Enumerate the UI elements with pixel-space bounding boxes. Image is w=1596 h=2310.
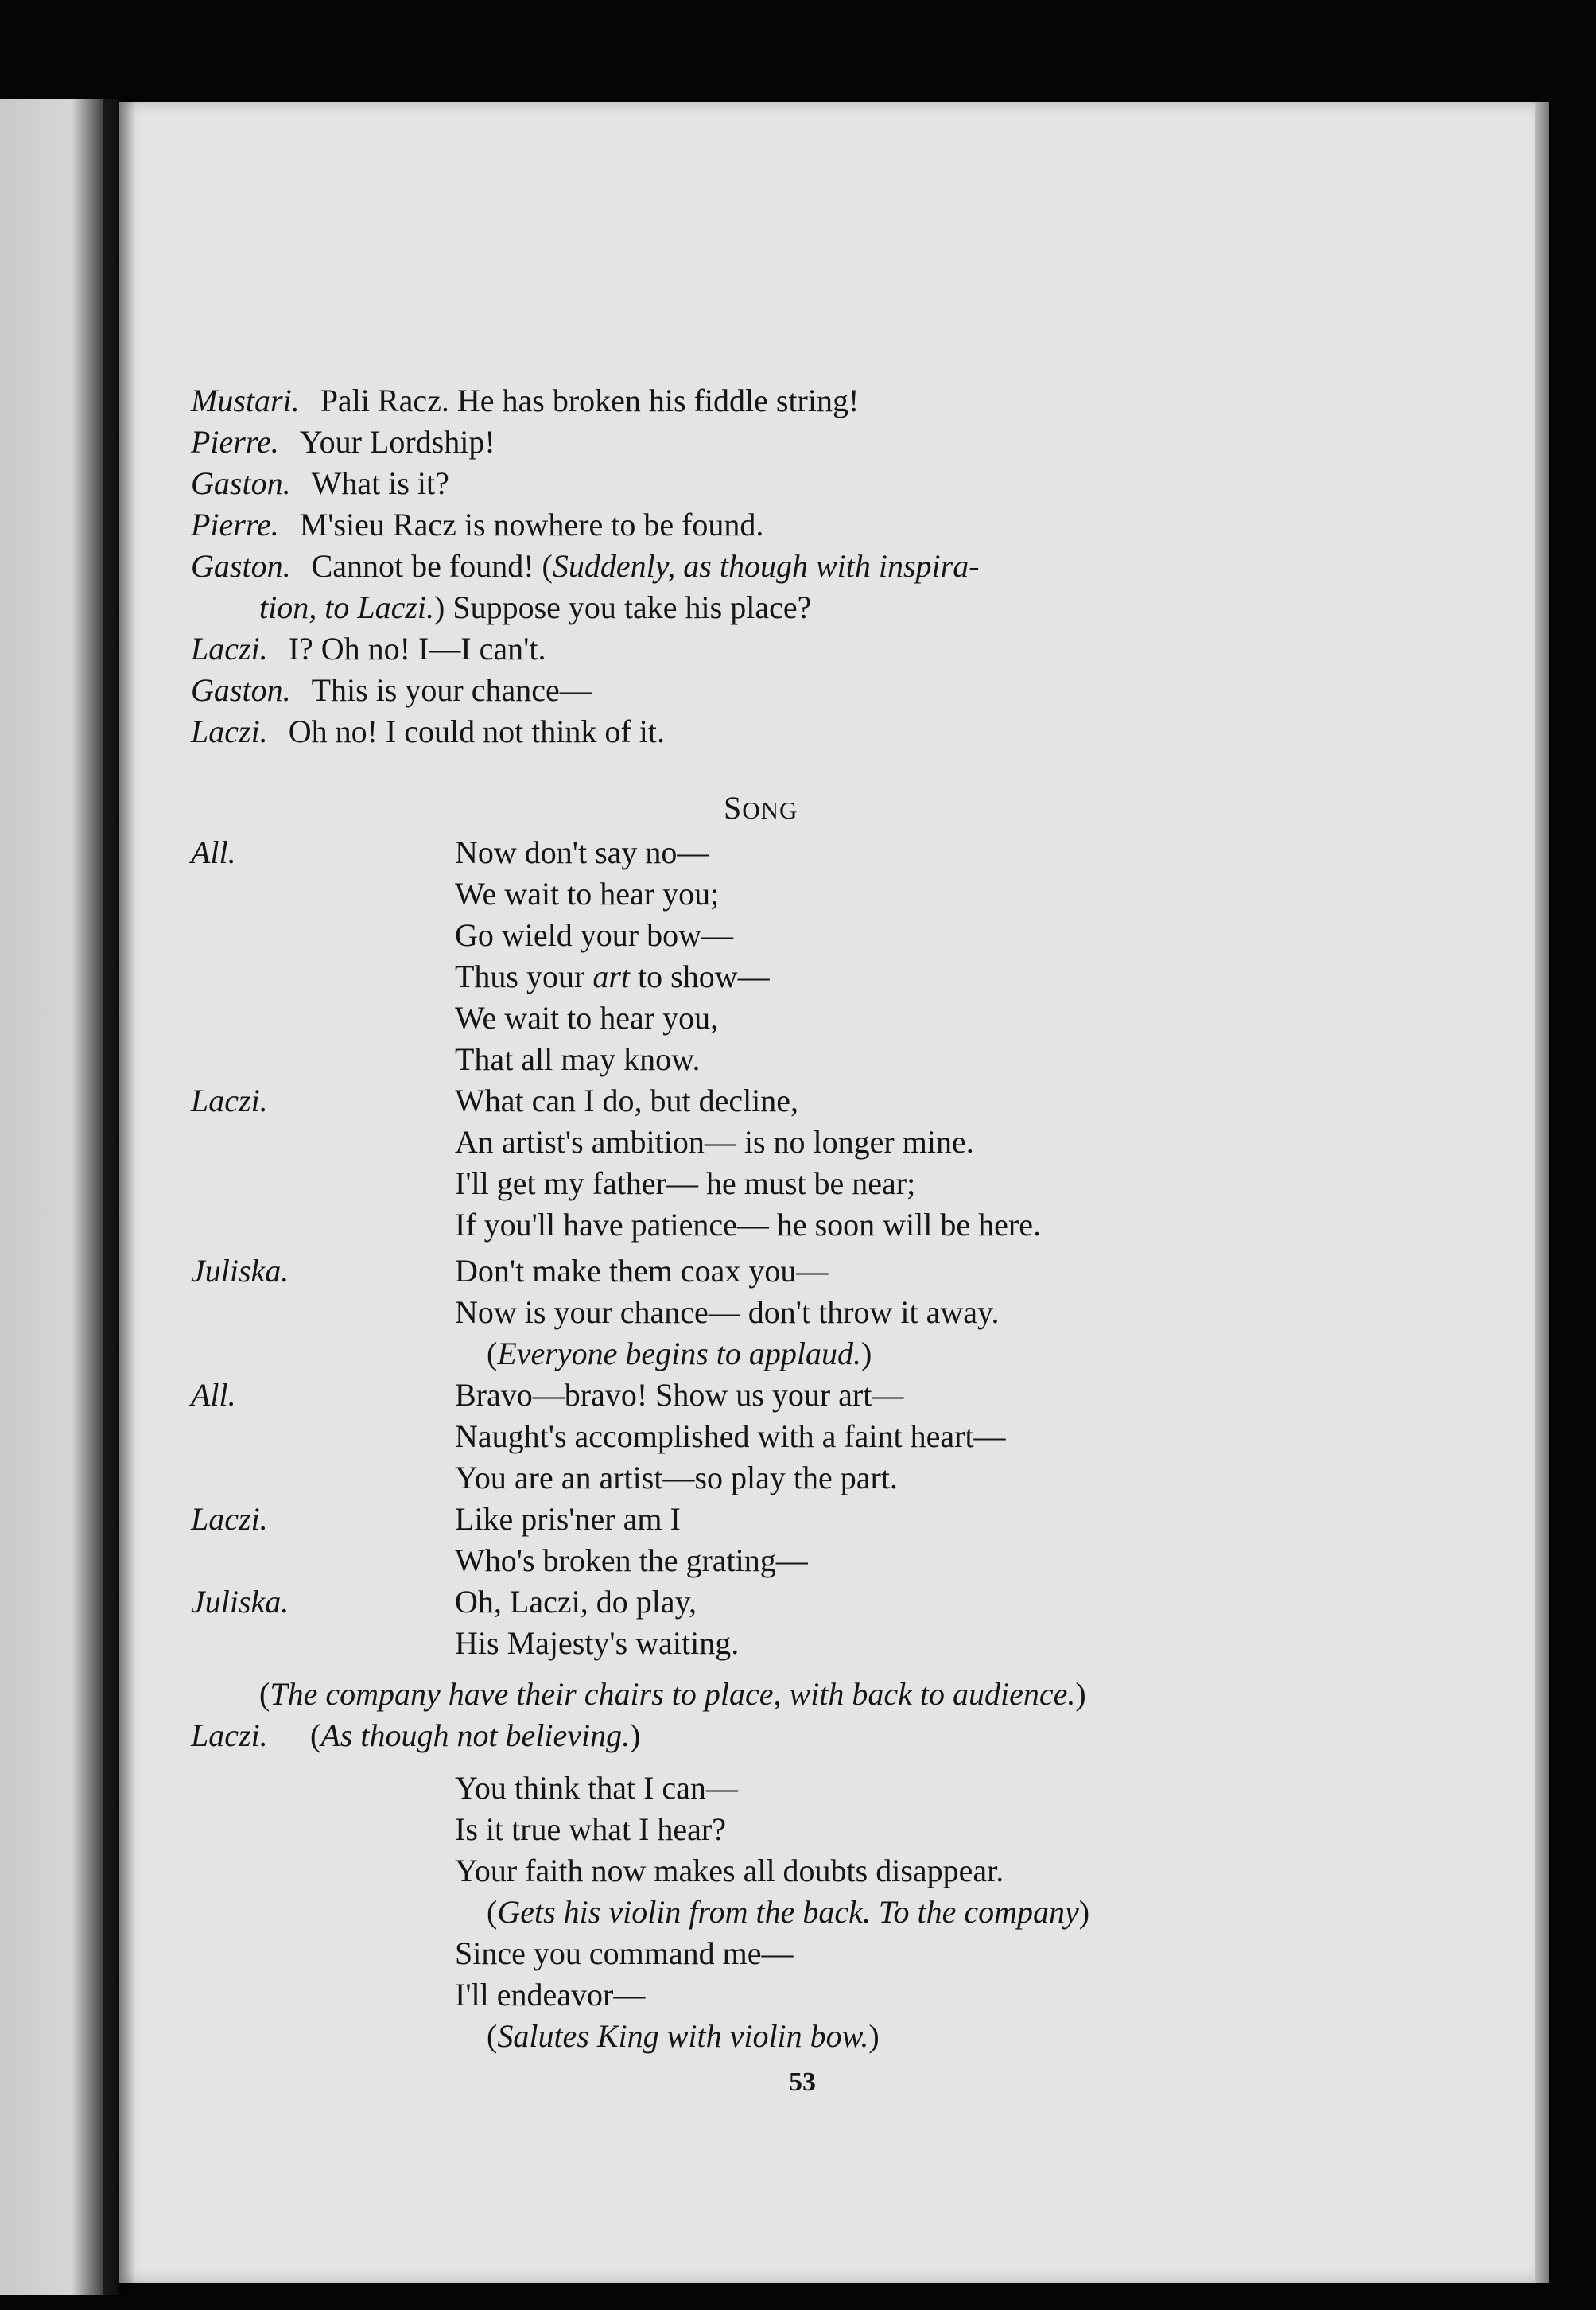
speaker-name: Pierre. [191,507,279,542]
dialogue-continuation [259,587,811,628]
speaker-name: Gaston. [191,672,291,708]
song-line: Is it true what I hear? [455,1811,726,1847]
speaker-name: Pierre. [191,424,279,460]
stage-direction-text: As though not believing. [320,1717,631,1753]
dialogue-line [191,670,592,711]
song-line: His Majesty's waiting. [455,1625,740,1661]
dialogue-line [191,422,495,463]
stage-direction: (Salutes King with violin bow.) [487,2018,880,2054]
song-speaker: Laczi. [191,1717,268,1753]
stage-direction-text: The company have their chairs to place, with back to audience. [270,1676,1076,1712]
song-line: You are an artist—so play the part. [455,1460,898,1495]
song-line [455,956,770,998]
speaker-name: Laczi. [191,631,268,667]
song-line: We wait to hear you, [455,1000,719,1036]
song-line: Now is your chance— don't throw it away. [455,1294,1000,1330]
song-line: Your faith now makes all doubts disappear. [455,1853,1004,1888]
song-line: Go wield your bow— [455,917,733,953]
stage-direction-text: Salutes King with violin bow. [497,2018,869,2054]
song-line: Like pris'ner am I [455,1501,681,1537]
song-heading-initial: S [724,790,743,826]
right-page-edge [1535,102,1549,2283]
dialogue-text: Oh no! I could not think of it. [288,714,665,749]
spine-shadow [103,99,135,2295]
song-speaker: All. [191,1377,236,1413]
song-line: Oh, Laczi, do play, [455,1584,697,1620]
dialogue-text: M'sieu Racz is nowhere to be found. [299,507,764,542]
song-line: Naught's accomplished with a faint heart— [455,1418,1006,1454]
dialogue-line [191,504,763,546]
speaker-name: Mustari. [191,383,300,418]
dialogue-line [191,711,665,752]
stage-direction: (Everyone begins to applaud.) [487,1336,872,1371]
dialogue-line [191,463,449,504]
stage-direction: (As though not believing.) [310,1717,641,1753]
dialogue-text: ) Suppose you take his place? [434,589,812,625]
dialogue-text: Pali Racz. He has broken his fiddle string! [320,383,860,418]
song-line: I'll get my father— he must be near; [455,1165,916,1201]
dialogue-text: Your Lordship! [299,424,495,460]
dialogue-line [191,628,546,670]
song-line: You think that I can— [455,1770,738,1806]
song-speaker: Juliska. [191,1253,289,1289]
speaker-name: Gaston. [191,465,291,501]
stage-direction: tion, to Laczi. [259,589,435,625]
song-line: Don't make them coax you— [455,1253,829,1289]
dialogue-line [191,380,859,422]
song-line-text: Thus your [455,959,593,994]
dialogue-text: I? Oh no! I—I can't. [288,631,546,667]
song-line: Bravo—bravo! Show us your art— [455,1377,904,1413]
song-line: Who's broken the grating— [455,1542,808,1578]
speaker-name: Laczi. [191,714,268,749]
stage-direction-text: Everyone begins to applaud. [497,1336,862,1371]
song-speaker: Laczi. [191,1501,268,1537]
song-heading-rest: ONG [742,796,798,824]
song-line: Now don't say no— [455,834,709,870]
speaker-name: Gaston. [191,548,291,584]
song-speaker: Laczi. [191,1083,268,1118]
left-page-edge [0,99,119,2295]
dialogue-text: This is your chance— [311,672,592,708]
song-heading [724,788,798,831]
song-line: That all may know. [455,1041,701,1077]
stage-direction: (The company have their chairs to place, with back to audience.) [259,1676,1086,1712]
song-line-emphasis: art [592,959,631,994]
song-line: I'll endeavor— [455,1977,646,2012]
dialogue-text: Cannot be found! ( [311,548,553,584]
page-number: 53 [789,2067,816,2097]
song-line: Since you command me— [455,1935,794,1971]
dialogue-text: What is it? [311,465,449,501]
song-line: We wait to hear you; [455,876,720,912]
dialogue-line [191,546,980,587]
stage-direction-text: Gets his violin from the back. To the company [497,1894,1079,1930]
song-line: An artist's ambition— is no longer mine. [455,1124,974,1160]
song-speaker: Juliska. [191,1584,289,1620]
song-line: What can I do, but decline, [455,1083,799,1118]
song-speaker: All. [191,834,236,870]
song-line-text: to show— [630,959,770,994]
stage-direction: (Gets his violin from the back. To the company) [487,1894,1090,1930]
song-line: If you'll have patience— he soon will be here. [455,1207,1041,1242]
stage-direction: Suddenly, as though with inspira- [552,548,980,584]
